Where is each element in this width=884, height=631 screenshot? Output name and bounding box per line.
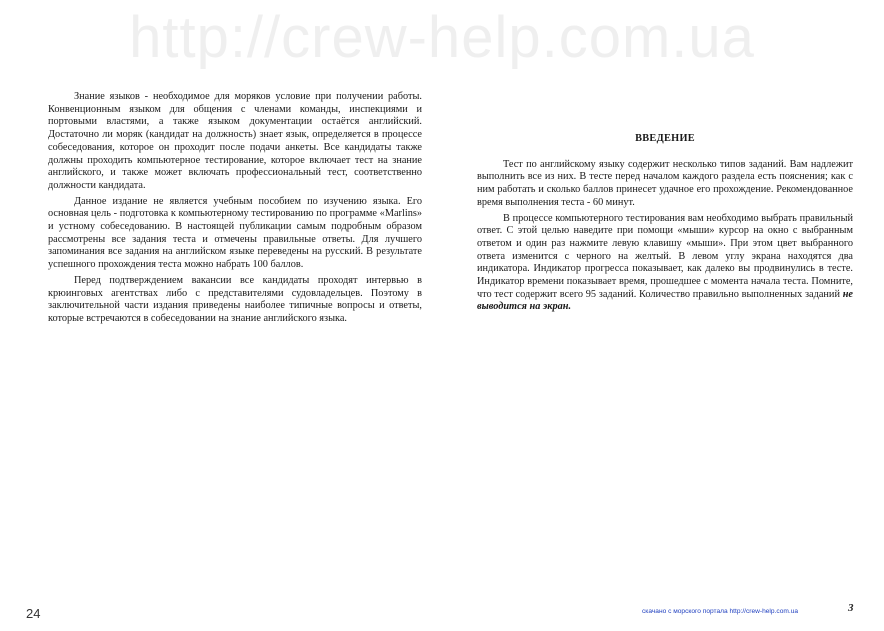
left-paragraph-1: Знание языков - необходимое для моряков условие при получении работы. Конвенционным языком для общения с членами команды, инспекциями и портовыми властями, а также языком документации остаётся английский. Достаточно ли моряк (кандидат на должность) знает язык, определяется в процессе собеседования, которое он проходит после подачи анкеты. Все кандидаты также должны проходить компьютерное тестирование, которое включает тест на знание английского, и также может включать профессиональный тест, соответственно должности кандидата. (48, 91, 422, 191)
emphasis-text: не выводится на экран. (477, 288, 854, 313)
right-page-body (477, 133, 853, 317)
page-number-left: 24 (26, 606, 41, 621)
left-paragraph-2: Данное издание не является учебным пособием по изучению языка. Его основная цель - подготовка к компьютерному тестированию по программе «Marlins» и устному собеседованию. В настоящей публикации самым подробным образом рассмотрены все задания теста и отмечены правильные ответы. Для лучшего запоминания все задания на английском языке переведены на русский. В результате успешного прохождения теста можно набрать 100 баллов. (48, 195, 422, 271)
right-paragraph-2-text: В процессе компьютерного тестирования вам необходимо выбрать правильный ответ. С этой целью наведите при помощи «мыши» курсор на окно с выбранным ответом и один раз нажмите левую клавишу «мыши». При этом цвет выбранного ответа изменится с черного на желтый. В левом углу экрана находятся два индикатора. Индикатор прогресса показывает, как далеко вы продвинулись в тесте. Индикатор времени показывает время, прошедшее с момента начала теста. Помните, что тест содержит всего 95 заданий. Количество правильно выполненных заданий (477, 212, 853, 300)
page-number-right: 3 (848, 602, 854, 614)
right-paragraph-1: Тест по английскому языку содержит несколько типов заданий. Вам надлежит выполнить все из них. В тесте перед началом каждого раздела есть пояснения; как с ним работать и сколько баллов принесет удачное его прохождение. Рекомендованное время выполнения теста - 60 минут. (477, 158, 853, 208)
right-paragraph-2 (477, 213, 853, 315)
watermark-text: http://crew-help.com.ua (129, 5, 755, 70)
left-paragraph-3: Перед подтверждением вакансии все кандидаты проходят интервью в крюинговых агентствах либо с представителями судовладельцев. Поэтому в заключительной части издания приведены наиболее типичные вопросы и ответы, которые встречаются в собеседовании на знание английского языка. (48, 274, 422, 324)
section-heading: ВВЕДЕНИЕ (635, 133, 695, 144)
left-page-body (48, 91, 422, 329)
footer-source-link[interactable]: скачано с морского портала http://crew-help.com.ua (642, 608, 799, 615)
